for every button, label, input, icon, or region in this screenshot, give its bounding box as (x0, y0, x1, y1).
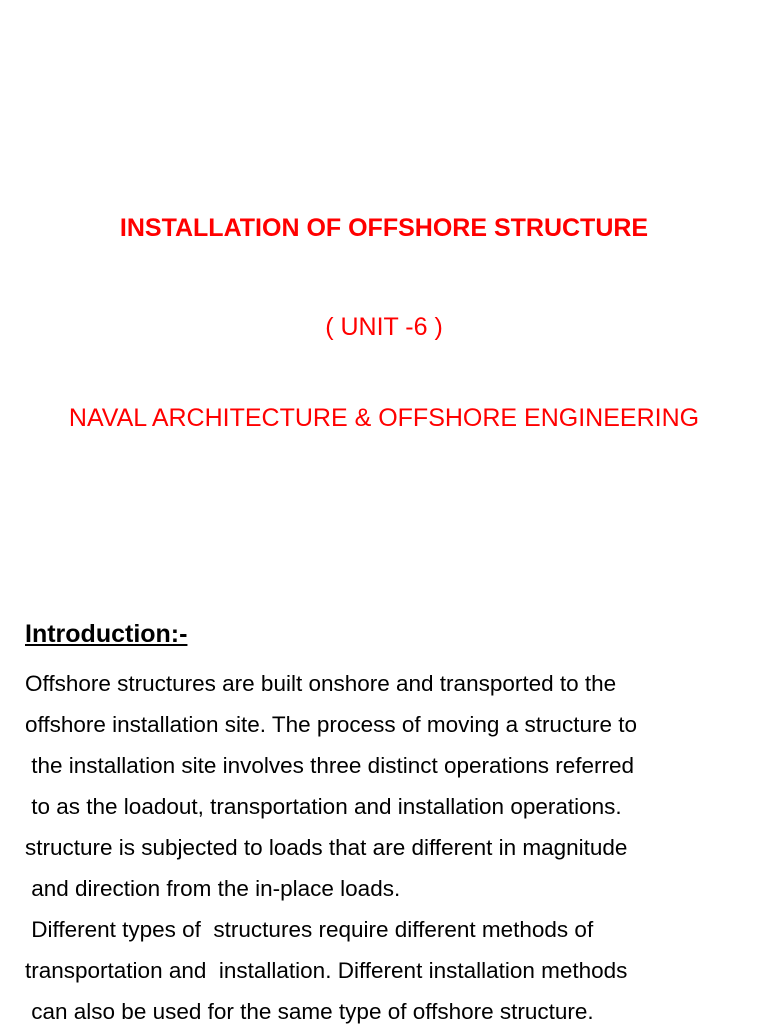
intro-line: Different types of structures require different methods of (25, 917, 594, 942)
intro-line: to as the loadout, transportation and installation operations. (25, 794, 622, 819)
intro-line: can also be used for the same type of offshore structure. (25, 999, 594, 1024)
intro-line: transportation and installation. Different installation methods (25, 958, 628, 983)
unit-label: ( UNIT -6 ) (325, 313, 443, 341)
intro-line: structure is subjected to loads that are different in magnitude (25, 835, 628, 860)
intro-line: the installation site involves three distinct operations referred (25, 753, 635, 778)
course-subtitle: NAVAL ARCHITECTURE & OFFSHORE ENGINEERING (68, 404, 700, 432)
page-title: INSTALLATION OF OFFSHORE STRUCTURE (119, 214, 649, 242)
introduction-body (25, 663, 765, 1032)
intro-line: and direction from the in-place loads. (25, 876, 401, 901)
intro-line: offshore installation site. The process of moving a structure to (25, 712, 637, 737)
intro-line: Offshore structures are built onshore and transported to the (25, 671, 617, 696)
introduction-heading: Introduction:- (25, 620, 188, 648)
